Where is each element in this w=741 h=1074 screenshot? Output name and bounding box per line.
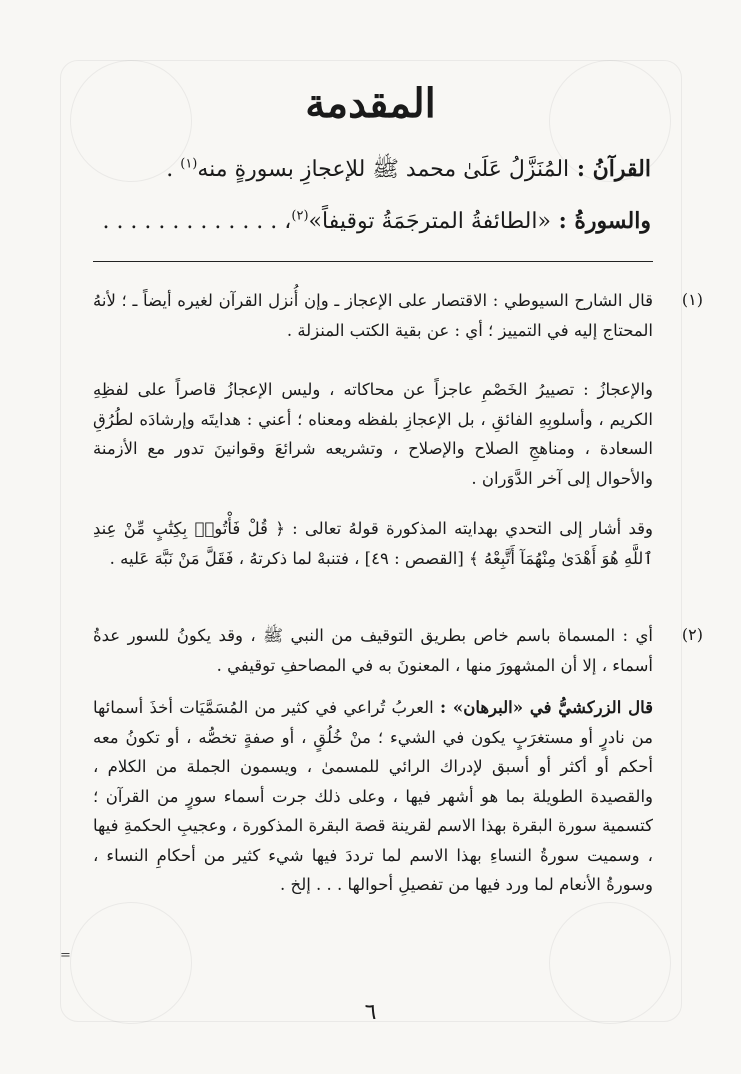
definition-quran-text: المُنَزَّلُ عَلَىٰ محمد ﷺ للإعجازِ بسورةٍ منه: [197, 157, 570, 182]
footnote-2-citation: قال الزركشيُّ في «البرهان» :: [440, 698, 653, 717]
footnote-ref-1[interactable]: (١): [180, 156, 198, 172]
definition-quran-end: .: [166, 157, 181, 182]
footnote-1-number: (١): [681, 290, 703, 309]
footnote-1-para-3: وقد أشار إلى التحدي بهدايته المذكورة قولهُ تعالى : ﴿ قُلْ فَأْتُوا۟ بِكِتَٰبٍ مِّنْ عِندِ ٱللَّهِ هُوَ أَهْدَىٰ مِنْهُمَآ أَتَّبِعْهُ ﴾ [القصص : ٤٩] ، فتنبهْ لما ذكرتهُ ، فَقَلَّ مَنْ نَبَّهَ عَليه .: [93, 519, 653, 568]
main-definition-sura: [91, 208, 651, 234]
main-definition-quran: [91, 155, 651, 187]
footnote-divider: [93, 261, 653, 262]
definition-sura-text: «الطائفةُ المترجَمَةُ توقيفاً»: [308, 209, 551, 234]
footnote-2-para-2-text: العربُ تُراعي في كثير من المُسَمَّيَات أخذَ أسمائها من نادرٍ أو مستغرَبٍ يكون في الشيء ؛ منْ خُلُقٍ ، أو صفةٍ تخصُّه ، أو تكونُ معه أحكم أو أكثر أو أسبق لإدراك الرائي للمسمىٰ ، ويسمون الجملة من الكلام ، والقصيدة الطويلة بما هو أشهر فيها ، وعلى ذلك جرت أسماء سورٍ من القرآن ؛ كتسمية سورة البقرة بهذا الاسم لقرينة قصة البقرة المذكورة ، وعجيبِ الحكمةِ فيها ، وسميت سورةُ النساءِ بهذا الاسم لما ترددَ فيها شيء كثير من أحكامِ النساء ، وسورةُ الأنعام لما ورد فيها من تفصيلِ أحوالها . . . إلخ .: [93, 698, 653, 894]
term-sura: والسورةُ :: [558, 208, 651, 234]
footnote-2-number: (٢): [681, 625, 703, 644]
footnote-2-para-1: أي : المسماة باسم خاص بطريق التوقيف من النبي ﷺ ، وقد يكونُ للسور عدةُ أسماء ، إلا أن المشهورَ منها ، المعنونَ به في المصاحفِ توقيفي .: [93, 626, 653, 675]
footnote-1-para-1: قال الشارح السيوطي : الاقتصار على الإعجاز ـ وإن أُنزل القرآن لغيره أيضاً ـ ؛ لأنهُ المحتاج إليه في التمييز ؛ أي : عن بقية الكتب المنزلة .: [93, 291, 653, 340]
margin-mark: =: [60, 948, 71, 963]
page-number: ٦: [364, 1000, 377, 1025]
definition-sura-end: ، . . . . . . . . . . . . .: [102, 209, 292, 234]
footnote-2-para-2: [93, 693, 653, 900]
page-title: المقدمة: [305, 80, 436, 127]
footnote-1-para-2: والإعجازُ : تصييرُ الخَصْمِ عاجزاً عن محاكاته ، وليس الإعجازُ قاصراً على لفظِهِ الكريم ، وأسلوبِهِ الفائقِ ، بل الإعجازِ بلفظه ومعناه ؛ أعني : هدايتَه وإرشادَه لطُرُقِ السعادة ، ومناهجِ الصلاح والإصلاح ، وتشريعه شرائعَ وقوانينَ تدور مع الأزمنة والأحوال إلى آخر الدَّوَران .: [93, 380, 653, 488]
term-quran: القرآنُ :: [576, 156, 651, 182]
footnote-ref-2[interactable]: (٢): [291, 208, 309, 224]
